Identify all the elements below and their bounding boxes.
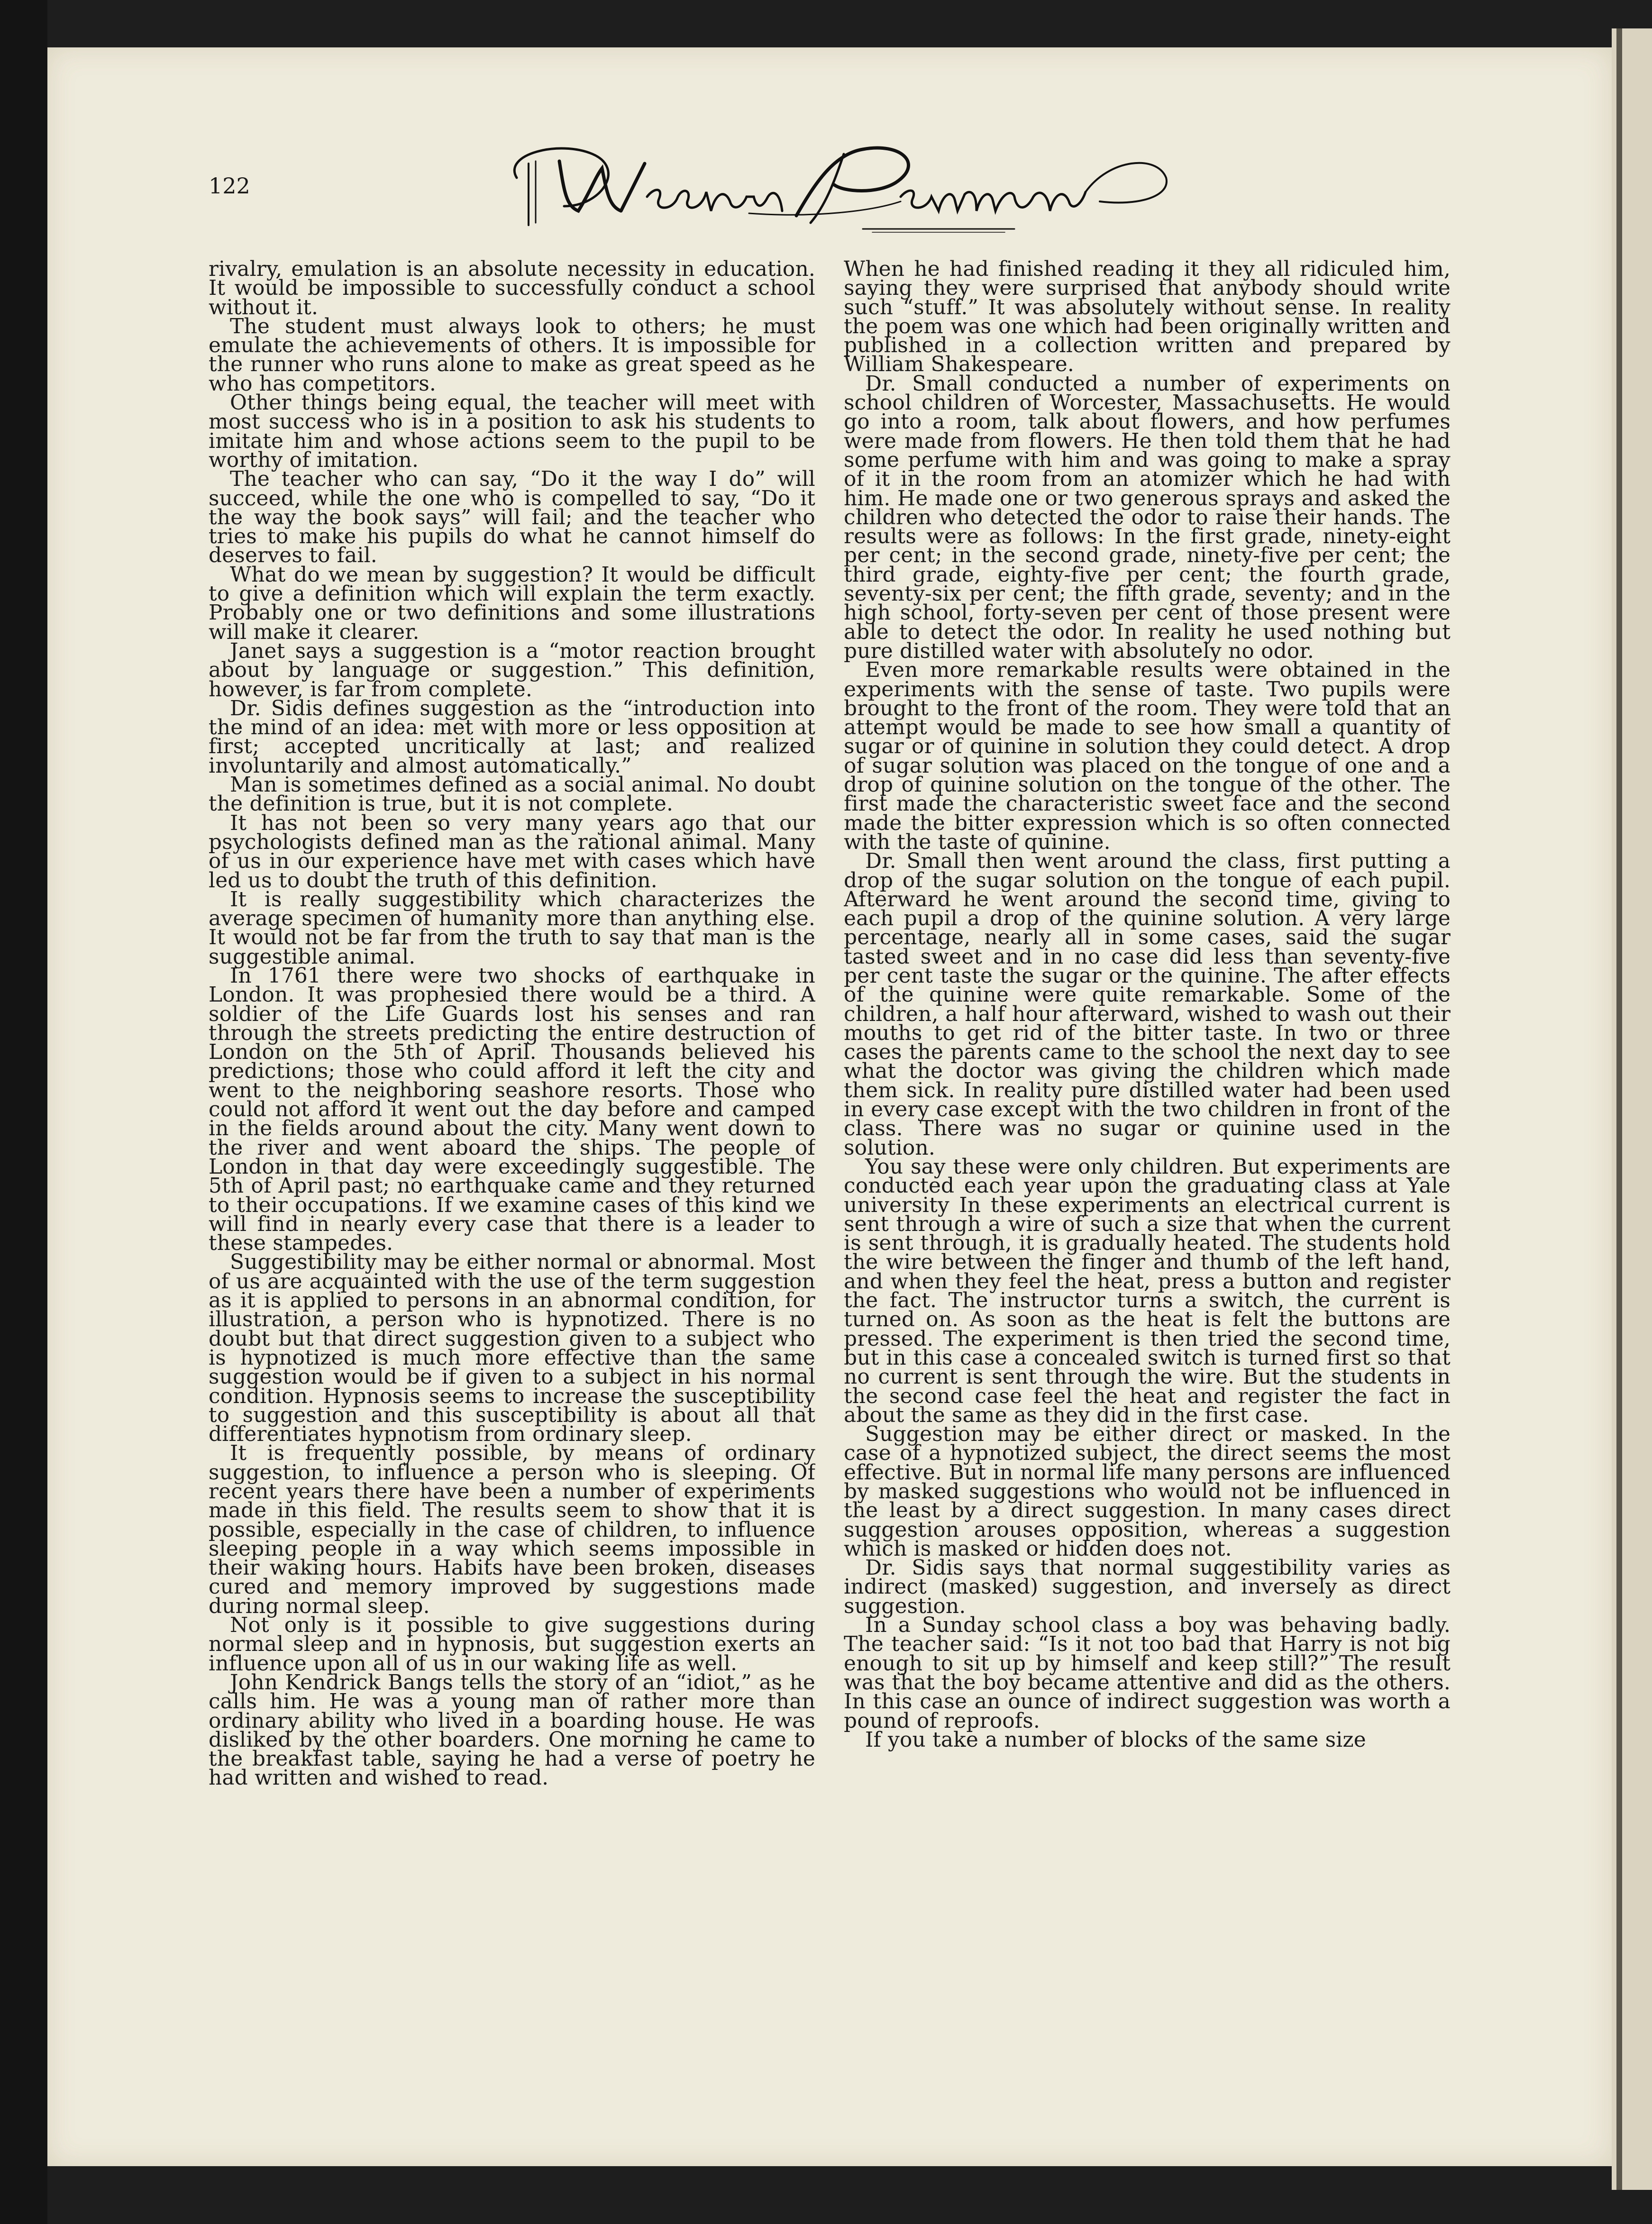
paragraph: Dr. Sidis defines suggestion as the “introduction into the mind of an idea: met with more or less opposition at first; accepted uncritically at last; and realized involuntarily and almost automatically.” [209, 696, 815, 778]
paragraph: It is really suggestibility which characterizes the average specimen of humanity more than anything else. It would not be far from the truth to say that man is the suggestible animal. [209, 887, 815, 969]
paragraph: When he had finished reading it they all ridiculed him, saying they were surprised that anybody should write such “stuff.” It was absolutely without sense. In reality the poem was one which had been originally written and published in a collection written and prepared by William Shakespeare. [844, 260, 1451, 377]
paragraph: If you take a number of blocks of the same size [865, 1727, 1366, 1752]
paragraph: Dr. Small then went around the class, first putting a drop of the sugar solution on the tongue of each pupil. Afterward he went around the second time, giving to each pupil a drop of the quinine solution. A very large percentage, nearly all in some cases, said the sugar tasted sweet and in no case did less than seventy-five per cent taste the sugar or the quinine. The after effects of the quinine were quite remarkable. Some of the children, a half hour afterward, wished to wash out their mouths to get rid of the bitter taste. In two or three cases the parents came to the school the next day to see what the doctor was giving the children which made them sick. In reality pure distilled water had been used in every case except with the two children in front of the class. There was no sugar or quinine used in the solution. [844, 849, 1451, 1160]
masthead-logo [484, 135, 1176, 244]
paragraph: Dr. Sidis says that normal suggestibility varies as indirect (masked) suggestion, and inversely as direct suggestion. [844, 1556, 1451, 1618]
paragraph: In a Sunday school class a boy was behaving badly. The teacher said: “Is it not too bad that Harry is not big enough to sit up by himself and keep still?” The result was that the boy became attentive and did as the others. In this case an ounce of indirect suggestion was worth a pound of reproofs. [844, 1613, 1451, 1733]
paragraph: The student must always look to others; he must emulate the achievements of others. It is impossible for the runner who runs alone to make as great speed as he who has competitors. [209, 314, 815, 396]
paragraph: rivalry, emulation is an absolute necessity in education. It would be impossible to successfully conduct a school without it. [209, 260, 815, 319]
page-number: 122 [209, 173, 250, 199]
paragraph: Janet says a suggestion is a “motor reaction brought about by language or suggestion.” This definition, however, is far from complete. [209, 638, 815, 702]
paragraph: The teacher who can say, “Do it the way I do” will succeed, while the one who is compelled to say, “Do it the way the book says” will fail; and the teacher who tries to make his pupils do what he cannot himself do deserves to fail. [209, 467, 815, 568]
paragraph: It is frequently possible, by means of ordinary suggestion, to influence a person who is sleeping. Of recent years there have been a number of experiments made in this field. The results seem to show that it is possible, especially in the case of children, to influence sleeping people in a way which seems impossible in their waking hours. Habits have been broken, diseases cured and memory improved by suggestions made during normal sleep. [209, 1441, 815, 1618]
paragraph: Suggestion may be either direct or masked. In the case of a hypnotized subject, the direct seems the most effective. But in normal life many persons are influenced by masked suggestions who would not be influenced in the least by a direct suggestion. In many cases direct suggestion arouses opposition, whereas a suggestion which is masked or hidden does not. [844, 1422, 1451, 1561]
paragraph: Man is sometimes defined as a social animal. No doubt the definition is true, but it is not complete. [209, 773, 815, 816]
left-column [209, 260, 815, 2094]
paragraph: It has not been so very many years ago that our psychologists defined man as the rational animal. Many of us in our experience have met with cases which have led us to doubt the truth of this definition. [209, 811, 815, 893]
paragraph: Even more remarkable results were obtained in the experiments with the sense of taste. Two pupils were brought to the front of the room. They were told that an attempt would be made to see how small a quantity of sugar or of quinine in solution they could detect. A drop of sugar solution was placed on the tongue of one and a drop of quinine solution on the tongue of the other. The first made the characteristic sweet face and the second made the bitter expression which is so often connected with the taste of quinine. [844, 658, 1451, 854]
scan-background [0, 0, 47, 2224]
paragraph: Other things being equal, the teacher will meet with most success who is in a position to ask his students to imitate him and whose actions seem to the pupil to be worthy of imitation. [209, 391, 815, 472]
paragraph: Suggestibility may be either normal or abnormal. Most of us are acquainted with the use of the term suggestion as it is applied to persons in an abnormal condition, for illustration, a person who is hypnotized. There is no doubt but that direct suggestion given to a subject who is hypnotized is much more effective than the same suggestion would be if given to a subject in his normal condition. Hypnosis seems to increase the susceptibility to suggestion and this susceptibility is about all that differentiates hypnotism from ordinary sleep. [209, 1250, 815, 1447]
page-gutter-shadow [1616, 28, 1622, 2190]
paragraph: You say these were only children. But experiments are conducted each year upon the graduating class at Yale university In these experiments an electrical current is sent through a wire of such a size that when the current is sent through, it is gradually heated. The students hold the wire between the finger and thumb of the left hand, and when they feel the heat, press a button and register the fact. The instructor turns a switch, the current is turned on. As soon as the heat is felt the buttons are pressed. The experiment is then tried the second time, but in this case a concealed switch is turned first so that no current is sent through the wire. But the students in the second case feel the heat and register the fact in about the same as they did in the first case. [844, 1154, 1451, 1427]
paragraph: What do we mean by suggestion? It would be difficult to give a definition which will explain the term exactly. Probably one or two definitions and some illustrations will make it clearer. [209, 562, 815, 644]
right-column [844, 260, 1451, 2094]
paragraph: In 1761 there were two shocks of earthquake in London. It was prophesied there would be a third. A soldier of the Life Guards lost his senses and ran through the streets predicting the entire destruction of London on the 5th of April. Thousands believed his predictions; those who could afford it left the city and went to the neighboring seashore resorts. Those who could not afford it went out the day before and camped in the fields around about the city. Many went down to the river and went aboard the ships. The people of London in that day were exceedingly suggestible. The 5th of April past; no earthquake came and they returned to their occupations. If we examine cases of this kind we will find in nearly every case that there is a leader to these stampedes. [209, 963, 815, 1256]
paragraph: Not only is it possible to give suggestions during normal sleep and in hypnosis, but suggestion exerts an influence upon all of us in our waking life as well. [209, 1613, 815, 1676]
paragraph: John Kendrick Bangs tells the story of an “idiot,” as he calls him. He was a young man of rather more than ordinary ability who lived in a boarding house. He was disliked by the other boarders. One morning he came to the breakfast table, saying he had a verse of poetry he had written and wished to read. [209, 1670, 815, 1790]
paragraph: Dr. Small conducted a number of experiments on school children of Worcester, Massachusetts. He would go into a room, talk about flowers, and how perfumes were made from flowers. He then told them that he had some perfume with him and was going to make a spray of it in the room from an atomizer which he had with him. He made one or two generous sprays and asked the children who detected the odor to raise their hands. The results were as follows: In the first grade, ninety-eight per cent; in the second grade, ninety-five per cent; the third grade, eighty-five per cent; the fourth grade, seventy-six per cent; the fifth grade, seventy; and in the high school, forty-seven per cent of those present were able to detect the odor. In reality he used nothing but pure distilled water with absolutely no odor. [844, 371, 1451, 663]
